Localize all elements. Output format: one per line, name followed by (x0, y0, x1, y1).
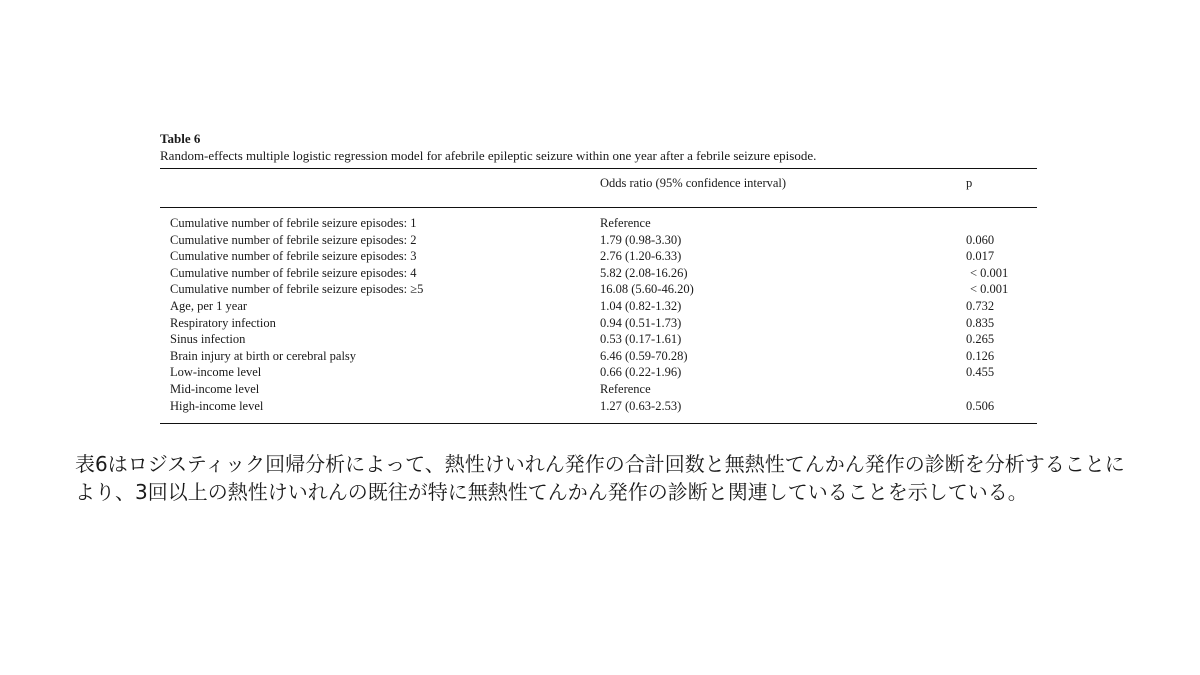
regression-table-block (160, 130, 1037, 424)
cell-variable: High-income level (170, 398, 264, 413)
cell-variable: Cumulative number of febrile seizure episodes: ≥5 (170, 282, 424, 297)
cell-odds-ratio: 0.66 (0.22-1.96) (600, 365, 682, 380)
cell-variable: Brain injury at birth or cerebral palsy (170, 348, 357, 363)
table-caption: Random-effects multiple logistic regression model for afebrile epileptic seizure within one year after a febrile seizure episode. (160, 148, 817, 163)
cell-odds-ratio: 2.76 (1.20-6.33) (600, 249, 682, 264)
table-label: Table 6 (160, 131, 201, 146)
table-row (160, 364, 1037, 381)
table-row (160, 381, 1037, 398)
cell-odds-ratio: 6.46 (0.59-70.28) (600, 348, 688, 363)
cell-odds-ratio: 0.94 (0.51-1.73) (600, 315, 682, 330)
cell-p-value: 0.506 (966, 398, 995, 413)
table-row (160, 232, 1037, 249)
cell-p-value (966, 208, 1037, 232)
table-row (160, 315, 1037, 332)
cell-variable: Cumulative number of febrile seizure episodes: 3 (170, 249, 417, 264)
summary-text: 表6はロジスティック回帰分析によって、熱性けいれん発作の合計回数と無熱性てんかん発作の診断を分析することにより、3回以上の熱性けいれんの既往が特に無熱性てんかん発作の診断と関連していることを示している。 (75, 452, 1125, 504)
cell-variable: Cumulative number of febrile seizure episodes: 4 (170, 265, 417, 280)
table-row (160, 265, 1037, 282)
cell-variable: Cumulative number of febrile seizure episodes: 2 (170, 232, 417, 247)
cell-variable: Sinus infection (170, 332, 246, 347)
cell-p-value: 0.126 (966, 348, 995, 363)
header-odds-ratio: Odds ratio (95% confidence interval) (600, 176, 787, 190)
table-row (160, 398, 1037, 424)
table-row (160, 281, 1037, 298)
cell-variable: Age, per 1 year (170, 298, 248, 313)
header-p: p (966, 176, 973, 190)
table-row (160, 348, 1037, 365)
regression-table-body (160, 208, 1037, 423)
header-variable (160, 169, 600, 207)
cell-odds-ratio: 16.08 (5.60-46.20) (600, 282, 694, 297)
table-row (160, 208, 1037, 232)
cell-p-value: 0.455 (966, 365, 995, 380)
cell-p-value: 0.017 (966, 249, 995, 264)
table-row (160, 248, 1037, 265)
cell-variable: Low-income level (170, 365, 262, 380)
cell-odds-ratio: 0.53 (0.17-1.61) (600, 332, 682, 347)
table-bottom-rule (160, 423, 1037, 424)
cell-p-value: 0.835 (966, 315, 995, 330)
cell-odds-ratio: 1.79 (0.98-3.30) (600, 232, 682, 247)
cell-variable: Cumulative number of febrile seizure episodes: 1 (170, 216, 417, 230)
cell-p-value: < 0.001 (970, 282, 1009, 297)
cell-odds-ratio: 1.27 (0.63-2.53) (600, 398, 682, 413)
cell-variable: Respiratory infection (170, 315, 276, 330)
cell-odds-ratio: 1.04 (0.82-1.32) (600, 298, 682, 313)
cell-p-value: 0.265 (966, 332, 995, 347)
table-row (160, 298, 1037, 315)
cell-odds-ratio: Reference (600, 216, 651, 230)
table-header-row (160, 169, 1037, 207)
cell-p-value: 0.060 (966, 232, 995, 247)
cell-p-value: < 0.001 (970, 265, 1009, 280)
cell-variable: Mid-income level (170, 381, 260, 396)
table-row (160, 331, 1037, 348)
regression-table (160, 169, 1037, 207)
cell-p-value: 0.732 (966, 298, 995, 313)
cell-odds-ratio: 5.82 (2.08-16.26) (600, 265, 688, 280)
cell-odds-ratio: Reference (600, 381, 651, 396)
cell-p-value (966, 381, 1037, 398)
